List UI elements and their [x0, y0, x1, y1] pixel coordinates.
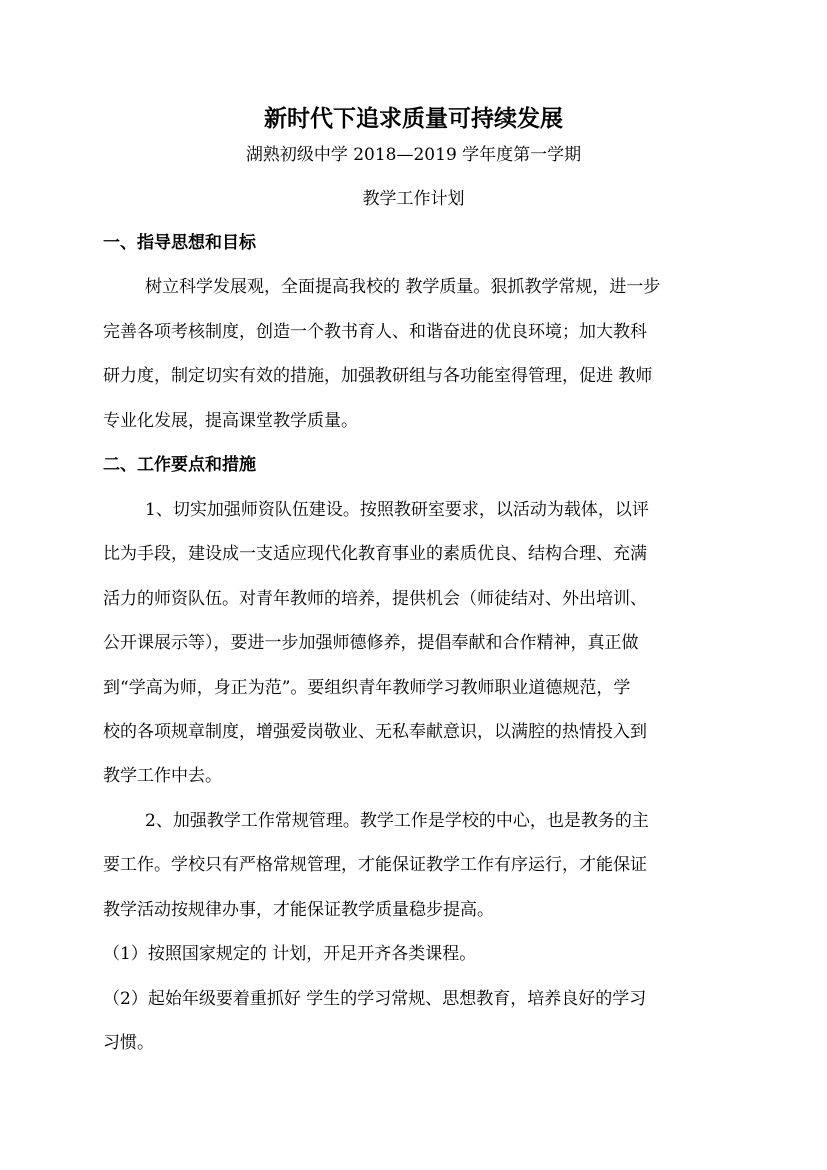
paragraph-line: 1、切实加强师资队伍建设。按照教研室要求，以活动为载体，以评 — [145, 500, 649, 520]
paragraph-line: 树立科学发展观，全面提高我校的 教学质量。狠抓教学常规，进一步 — [145, 277, 661, 297]
paragraph-line: 校的各项规章制度，增强爱岗敬业、无私奉献意识，以满腔的热情投入到 — [103, 722, 647, 742]
paragraph-line: 2、加强教学工作常规管理。教学工作是学校的中心，也是教务的主 — [145, 811, 649, 831]
paragraph-line: 比为手段，建设成一支适应现代化教育事业的素质优良、结构合理、充满 — [103, 544, 647, 564]
section-heading: 二、工作要点和措施 — [103, 455, 256, 475]
paragraph-line: 研力度，制定切实有效的措施，加强教研组与各功能室得管理，促进 教师 — [103, 366, 653, 386]
list-item: （1）按照国家规定的 计划，开足开齐各类课程。 — [103, 944, 477, 964]
paragraph-line: 公开课展示等），要进一步加强师德修养，提倡奉献和合作精神，真正做 — [103, 633, 639, 653]
list-item: 习惯。 — [103, 1033, 154, 1053]
document-subtitle-2: 教学工作计划 — [362, 189, 465, 209]
document-title: 新时代下追求质量可持续发展 — [264, 105, 563, 132]
section-heading: 一、指导思想和目标 — [103, 233, 256, 253]
paragraph-line: 到“学高为师，身正为范”。要组织青年教师学习教师职业道德规范，学 — [103, 678, 631, 698]
document-subtitle: 湖熟初级中学 2018—2019 学年度第一学期 — [245, 145, 582, 165]
paragraph-line: 专业化发展，提高课堂教学质量。 — [103, 411, 358, 431]
paragraph-line: 完善各项考核制度，创造一个教书育人、和谐奋进的优良环境；加大教科 — [103, 322, 647, 342]
paragraph-line: 教学活动按规律办事，才能保证教学质量稳步提高。 — [103, 900, 494, 920]
list-item: （2）起始年级要着重抓好 学生的学习常规、思想教育，培养良好的学习 — [103, 989, 647, 1009]
paragraph-line: 教学工作中去。 — [103, 766, 222, 786]
paragraph-line: 活力的师资队伍。对青年教师的培养，提供机会（师徒结对、外出培训、 — [103, 589, 647, 609]
paragraph-line: 要工作。学校只有严格常规管理，才能保证教学工作有序运行，才能保证 — [103, 855, 647, 875]
